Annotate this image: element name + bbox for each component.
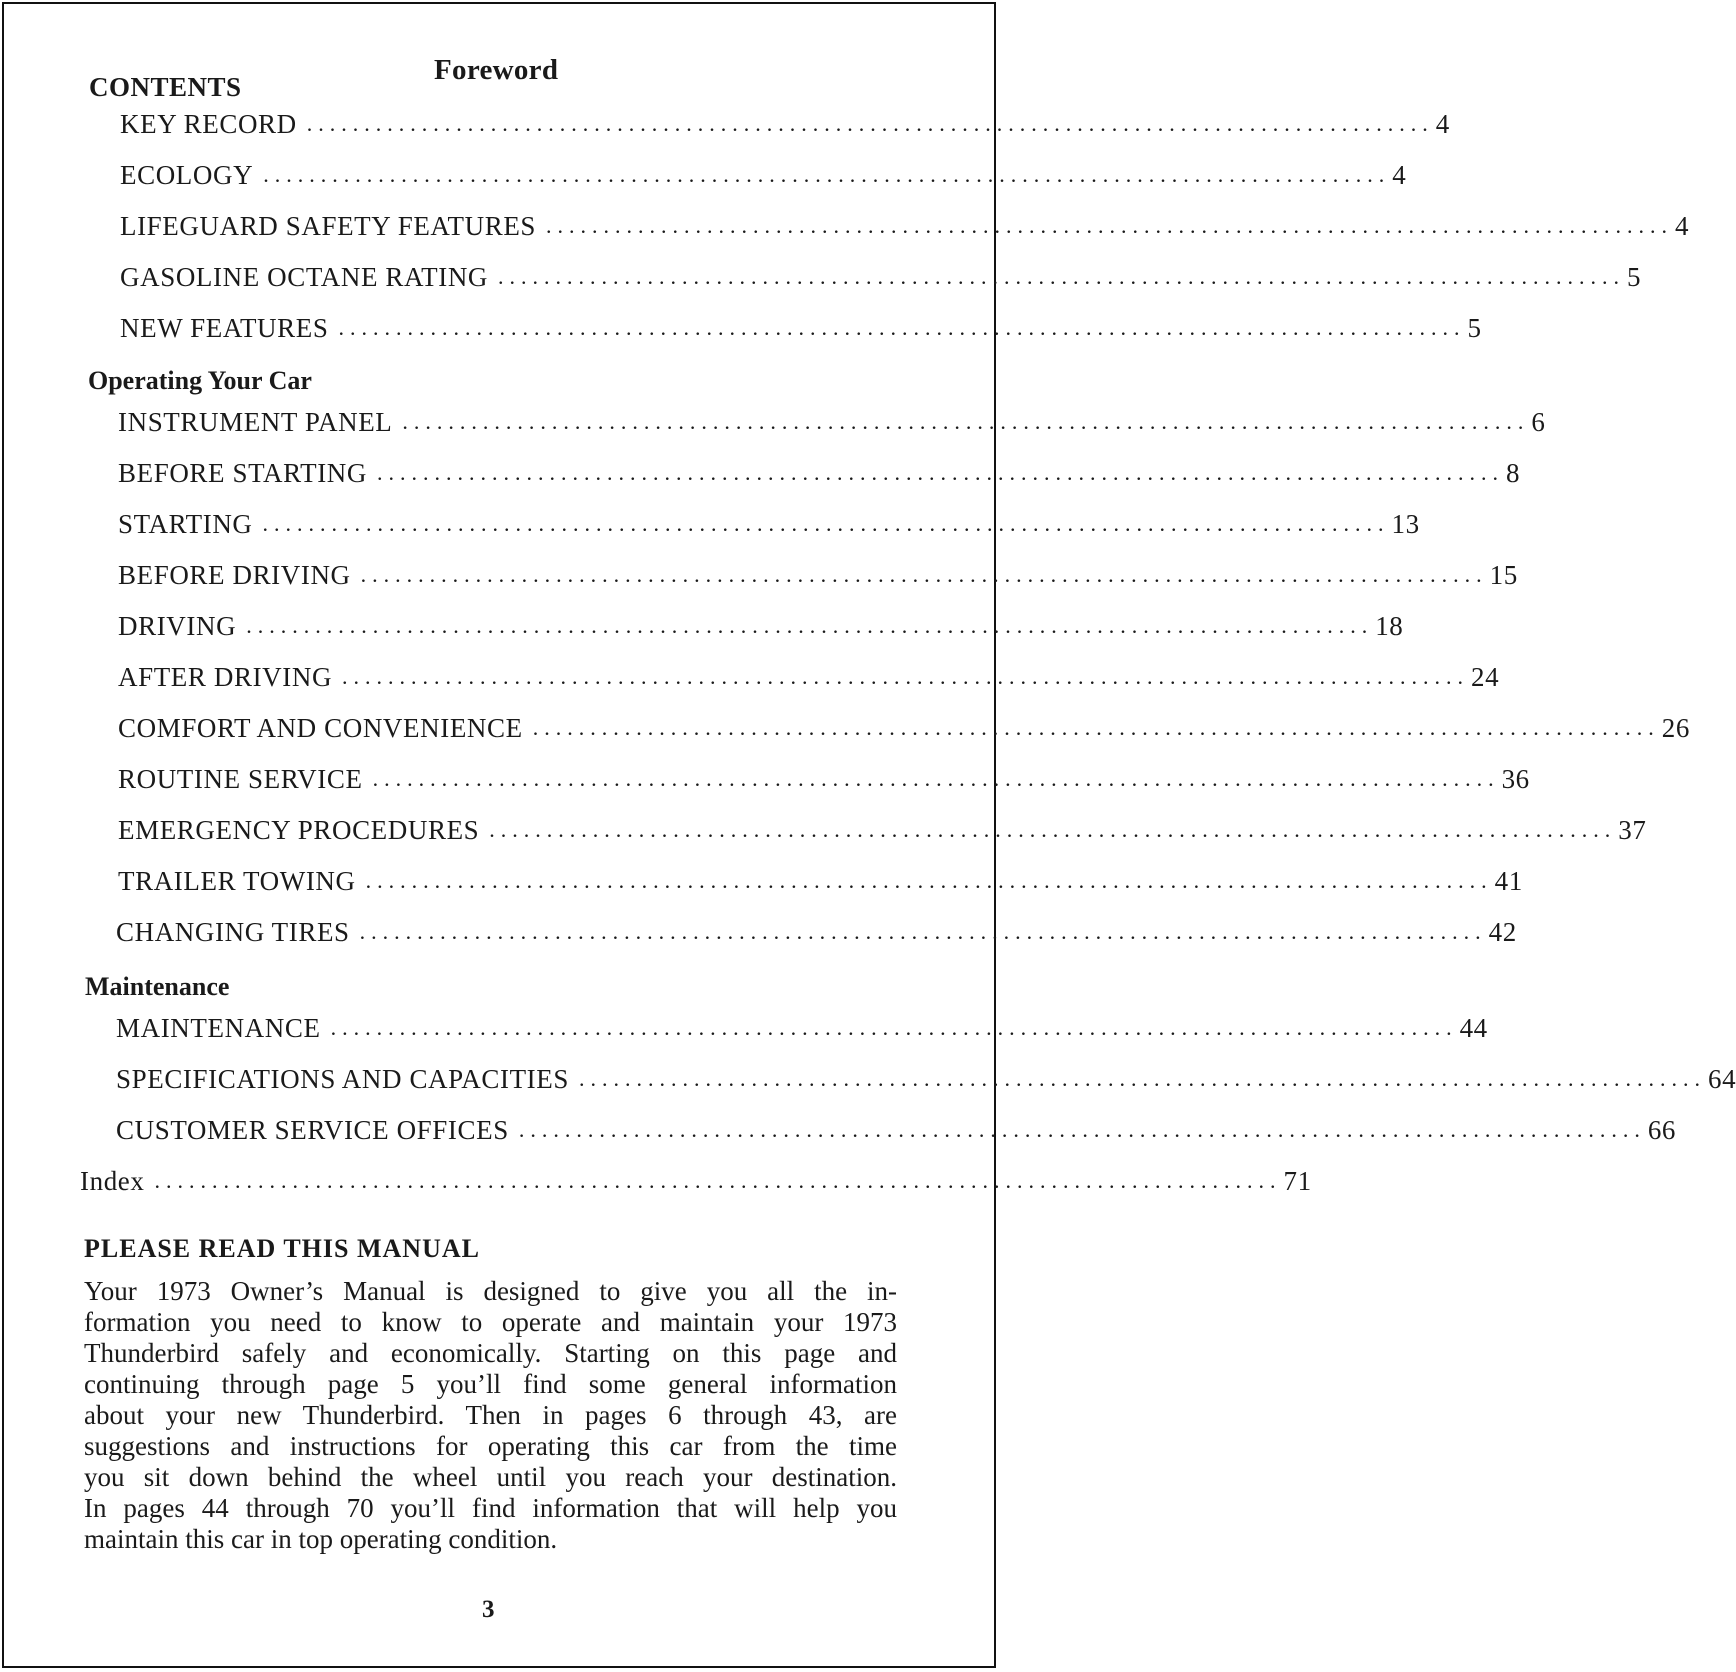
intro-line: Thunderbird safely and economically. Starting on this page and [84,1338,897,1368]
intro-line: formation you need to know to operate and maintain your 1973 [84,1307,897,1337]
dot-leader: .................................................................................................. [262,511,1390,536]
toc-page: 66 [1647,1115,1677,1145]
toc-entry[interactable] [118,611,1404,645]
section-heading-operating: Operating Your Car [88,366,312,395]
toc-label: SPECIFICATIONS AND CAPACITIES [116,1064,569,1094]
toc-entry[interactable] [118,662,1500,696]
intro-line: maintain this car in top operating condition. [84,1524,558,1554]
dot-leader: .................................................................................................. [579,1066,1706,1091]
toc-label: CUSTOMER SERVICE OFFICES [116,1115,509,1145]
page-number: 3 [482,1596,495,1623]
toc-label: NEW FEATURES [120,313,329,343]
toc-page: 41 [1494,866,1523,896]
manual-heading: PLEASE READ THIS MANUAL [84,1234,480,1263]
toc-label: COMFORT AND CONVENIENCE [118,713,523,743]
toc-entry[interactable] [118,407,1546,441]
dot-leader: .................................................................................................. [338,315,1466,340]
toc-page: 4 [1392,160,1407,190]
manual-page [2,2,1736,1668]
toc-label: ROUTINE SERVICE [118,764,363,794]
toc-entry[interactable] [118,458,1521,492]
toc-page: 37 [1618,815,1647,845]
toc-entry[interactable] [116,1115,1677,1149]
section-heading-maintenance: Maintenance [85,972,230,1001]
dot-leader: .................................................................................................. [342,664,1470,689]
page-title: Foreword [434,54,559,86]
toc-entry[interactable] [120,109,1450,143]
toc-page: 4 [1675,211,1690,241]
toc-label: Index [80,1166,145,1196]
dot-leader: .................................................................................................. [306,111,1434,136]
intro-line: you sit down behind the wheel until you reach your destination. [84,1462,897,1492]
toc-entry[interactable] [120,211,1690,245]
dot-leader: .................................................................................................. [518,1117,1646,1142]
dot-leader: .................................................................................................. [372,766,1500,791]
toc-label: AFTER DRIVING [118,662,333,692]
dot-leader: .................................................................................................. [154,1168,1282,1193]
intro-line: In pages 44 through 70 you’ll find information that will help you [84,1493,897,1523]
dot-leader: .................................................................................................. [532,715,1660,740]
toc-page: 4 [1435,109,1450,139]
toc-entry[interactable] [118,764,1530,798]
toc-label: STARTING [118,509,253,539]
toc-page: 5 [1627,262,1642,292]
dot-leader: .................................................................................................. [263,162,1391,187]
dot-leader: .................................................................................................. [546,213,1674,238]
toc-page: 6 [1531,407,1546,437]
toc-entry[interactable] [118,560,1518,594]
toc-label: BEFORE STARTING [118,458,367,488]
toc-entry[interactable] [120,262,1642,296]
toc-entry[interactable] [118,866,1523,900]
toc-page: 36 [1501,764,1530,794]
toc-label: EMERGENCY PROCEDURES [118,815,480,845]
toc-label: CHANGING TIRES [116,917,350,947]
toc-page: 71 [1283,1166,1312,1196]
toc-label: MAINTENANCE [116,1013,321,1043]
toc-label: ECOLOGY [120,160,254,190]
dot-leader: .................................................................................................. [330,1015,1458,1040]
toc-entry[interactable] [118,815,1647,849]
dot-leader: .................................................................................................. [489,817,1617,842]
toc-label: KEY RECORD [120,109,297,139]
intro-line: suggestions and instructions for operating this car from the time [84,1431,897,1461]
toc-entry[interactable] [118,509,1420,543]
intro-line: continuing through page 5 you’ll find some general information [84,1369,897,1399]
toc-entry[interactable] [120,313,1482,347]
toc-label: LIFEGUARD SAFETY FEATURES [120,211,537,241]
dot-leader: .................................................................................................. [246,613,1374,638]
toc-entry[interactable] [116,1064,1736,1098]
intro-paragraph [84,1276,897,1555]
toc-label: INSTRUMENT PANEL [118,407,393,437]
dot-leader: .................................................................................................. [359,919,1487,944]
toc-page: 8 [1505,458,1521,488]
toc-page: 15 [1489,560,1518,590]
dot-leader: .................................................................................................. [402,409,1530,434]
intro-line: about your new Thunderbird. Then in pages 6 through 43, are [84,1400,897,1430]
toc-page: 42 [1488,917,1517,947]
toc-entry[interactable] [120,160,1407,194]
toc-label: TRAILER TOWING [118,866,356,896]
toc-page: 24 [1471,662,1500,692]
dot-leader: .................................................................................................. [498,264,1626,289]
toc-entry[interactable] [116,1013,1488,1047]
toc-page: 5 [1467,313,1482,343]
toc-entry[interactable] [116,917,1517,951]
dot-leader: .................................................................................................. [360,562,1488,587]
toc-label: GASOLINE OCTANE RATING [120,262,489,292]
toc-page: 44 [1459,1013,1488,1043]
toc-entry[interactable] [118,713,1690,747]
toc-page: 18 [1375,611,1404,641]
dot-leader: .................................................................................................. [376,460,1504,485]
toc-page: 26 [1661,713,1690,743]
dot-leader: .................................................................................................. [365,868,1493,893]
toc-label: BEFORE DRIVING [118,560,351,590]
intro-line: Your 1973 Owner’s Manual is designed to give you all the in- [84,1276,897,1306]
toc-page: 64 [1708,1064,1736,1094]
toc-entry-index[interactable] [80,1166,1312,1200]
toc-page: 13 [1391,509,1420,539]
contents-heading: CONTENTS [89,72,242,102]
toc-label: DRIVING [118,611,237,641]
